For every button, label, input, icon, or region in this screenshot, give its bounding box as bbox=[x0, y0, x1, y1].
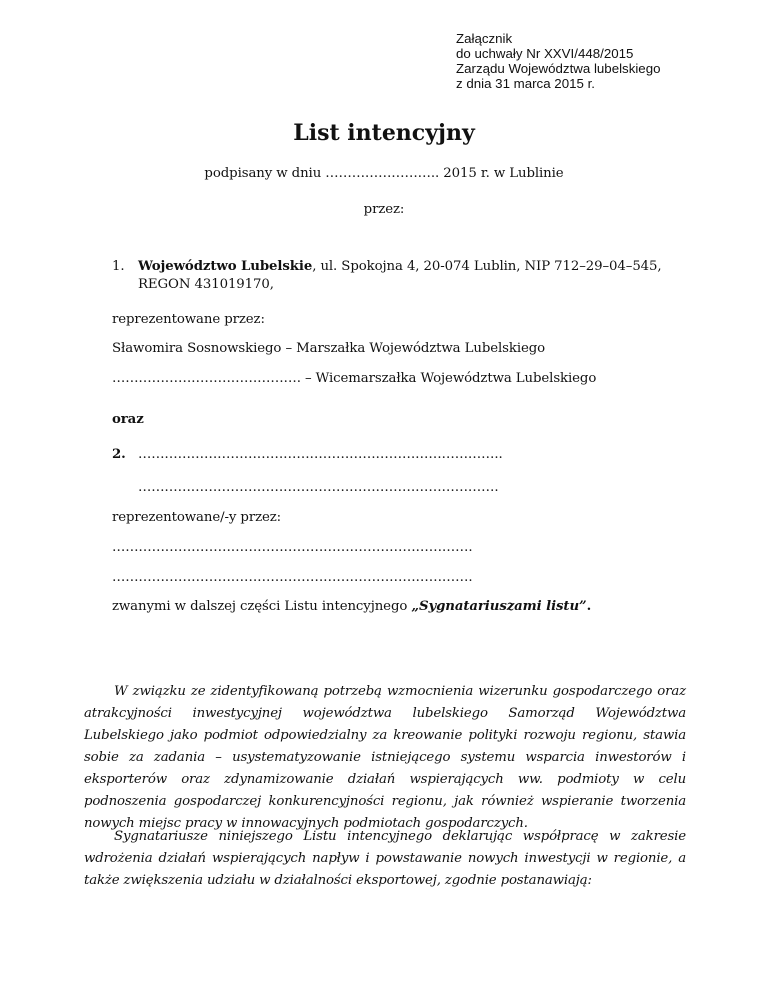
intro-paragraph-text: W związku ze zidentyfikowaną potrzebą wzmocnienia wizerunku gospodarczego oraz atrakcyjności inwestycyjnej województwa lubelskiego Samorząd Województwa Lubelskiego jako podmiot odpowiedzialny za kreowanie polityki rozwoju regionu, stawia sobie za zadania – usystematyzowanie istniejącego systemu wsparcia inwestorów i eksporterów oraz zdynamizowanie działań wspierających ww. podmioty w celu podnoszenia gospodarczej konkurencyjności regionu, jak również wspieranie tworzenia nowych miejsc pracy w innowacyjnych podmiotach gospodarczych. bbox=[84, 684, 686, 831]
party1-name: Województwo Lubelskie bbox=[138, 259, 313, 274]
party1-line bbox=[138, 259, 686, 274]
party1-number: 1. bbox=[112, 259, 125, 274]
and-label: oraz bbox=[112, 412, 144, 427]
party2-line-2: ………………………………………………………………………. bbox=[138, 480, 499, 495]
representative-2: ……………………………………. – Wicemarszałka Województwa Lubelskiego bbox=[112, 371, 597, 386]
annex-line: Załącznik bbox=[456, 31, 513, 46]
representative-line-2: ………………………………………………………………………. bbox=[112, 570, 473, 585]
called-suffix: . bbox=[586, 599, 592, 614]
representative-line-1: ………………………………………………………………………. bbox=[112, 540, 473, 555]
signatories-term: „Sygnatariuszami listu” bbox=[411, 599, 587, 614]
intro-paragraph bbox=[84, 681, 686, 835]
annex-line: z dnia 31 marca 2015 r. bbox=[456, 76, 595, 91]
called-prefix: zwanymi w dalszej części Listu intencyjnego bbox=[112, 599, 412, 614]
by-label: przez: bbox=[363, 202, 405, 217]
document-title: List intencyjny bbox=[293, 120, 475, 146]
declaration-paragraph bbox=[84, 826, 686, 892]
declaration-paragraph-text: Sygnatariusze niniejszego Listu intencyjnego deklarując współpracę w zakresie wdrożenia działań wspierających napływ i powstawanie nowych inwestycji w regionie, a także zwiększenia udziału w działalności eksportowej, zgodnie postanawiają: bbox=[84, 829, 686, 888]
party2-number: 2. bbox=[112, 447, 126, 462]
signed-line: podpisany w dniu …………………….. 2015 r. w Lublinie bbox=[204, 166, 564, 181]
annex-line: do uchwały Nr XXVI/448/2015 bbox=[456, 46, 634, 61]
represented-by-label-2: reprezentowane/-y przez: bbox=[112, 510, 282, 525]
party1-address: , ul. Spokojna 4, 20-074 Lublin, NIP 712–29–04–545, bbox=[312, 259, 662, 274]
party1-regon: REGON 431019170, bbox=[138, 277, 274, 292]
annex-note bbox=[456, 31, 661, 91]
called-line bbox=[112, 599, 591, 614]
representative-1: Sławomira Sosnowskiego – Marszałka Województwa Lubelskiego bbox=[112, 341, 546, 356]
party2-line-1: ……………………………………………………………………….. bbox=[138, 447, 503, 462]
annex-line: Zarządu Województwa lubelskiego bbox=[456, 61, 661, 76]
represented-by-label: reprezentowane przez: bbox=[112, 312, 265, 327]
